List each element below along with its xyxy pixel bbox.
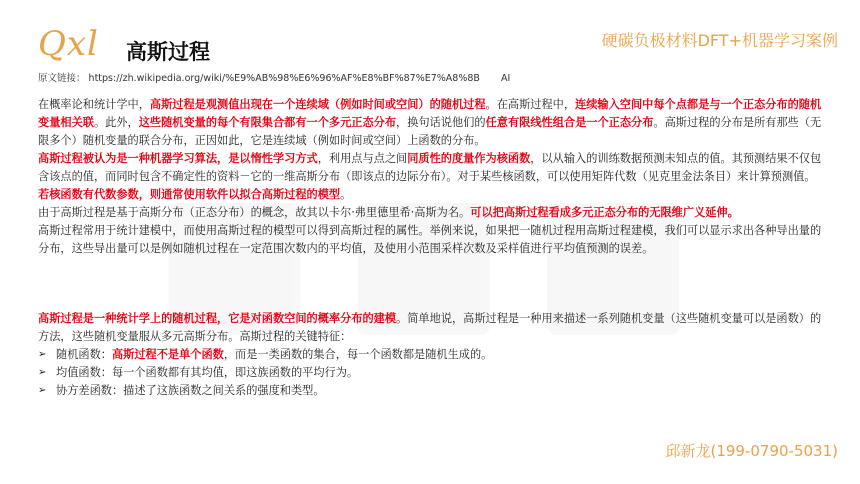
highlight-text: 若核函数有代数参数，则通常使用软件以拟合高斯过程的模型 bbox=[38, 188, 341, 201]
source-url-link[interactable]: https://zh.wikipedia.org/wiki/%E9%AB%98%E6%96%AF%E8%BF%87%E7%A8%8B bbox=[88, 73, 480, 84]
list-item bbox=[38, 364, 823, 382]
course-title: 硬碳负极材料DFT+机器学习案例 bbox=[601, 31, 838, 50]
arrow-bullet-icon: ➢ bbox=[38, 367, 47, 378]
highlight-text: 连续输入空间中每个点都是与一个正态分布的随机变量相关联 bbox=[38, 98, 822, 129]
body-text: 均值函数：每一个函数都有其均值，即这族函数的平均行为。 bbox=[56, 366, 359, 379]
arrow-bullet-icon: ➢ bbox=[38, 385, 47, 396]
body-text: 随机函数： bbox=[56, 348, 112, 361]
highlight-text: 高斯过程是一种统计学上的随机过程，它是对函数空间的概率分布的建模 bbox=[38, 312, 397, 325]
highlight-text: 任意有限线性组合是一个正态分布 bbox=[485, 116, 654, 129]
logo: Qxl bbox=[38, 24, 99, 64]
highlight-text: 高斯过程是观测值出现在一个连续域（例如时间或空间）的随机过程 bbox=[149, 98, 486, 111]
body-text: ，以从输入的训练数据预测未知点的值。其预测结果不仅包含该点的值，而同时包含不确定性的资料－它的一维高斯分布（即该点的边际分布）。对于某些核函数，可以使用矩阵代数（见克里金法条目）来计算预测值。 bbox=[38, 152, 822, 183]
highlight-text: 这些随机变量的每个有限集合都有一个多元正态分布 bbox=[138, 116, 397, 129]
arrow-bullet-icon: ➢ bbox=[38, 349, 47, 360]
paragraph bbox=[38, 150, 823, 204]
body-text: 高斯过程常用于统计建模中，而使用高斯过程的模型可以得到高斯过程的属性。举例来说，如果把一随机过程用高斯过程建模，我们可以显示求出各种导出量的分布，这些导出量可以是例如随机过程在一定范围次数内的平均值，及使用小范围采样次数及采样值进行平均值预测的误差。 bbox=[38, 224, 822, 255]
list-item bbox=[38, 382, 823, 400]
highlight-text: 高斯过程不是单个函数 bbox=[111, 348, 224, 361]
source-label: 原文链接： bbox=[38, 73, 86, 84]
body-text: ，而是一类函数的集合，每一个函数都是随机生成的。 bbox=[223, 348, 493, 361]
paragraph bbox=[38, 96, 823, 150]
body-text: 。在高斯过程中， bbox=[485, 98, 576, 111]
ai-label: AI bbox=[500, 73, 511, 84]
paragraph bbox=[38, 204, 823, 222]
source-link-line bbox=[38, 70, 510, 84]
feature-list bbox=[38, 346, 823, 400]
paragraph bbox=[38, 222, 823, 258]
body-text: 。高斯过程的分布是所有那些（无限多个）随机变量的联合分布，正因如此，它是连续域（例如时间或空间）上函数的分布。 bbox=[38, 116, 822, 147]
footer-contact: 邱新龙(199-0790-5031) bbox=[665, 442, 838, 460]
body-text: 在概率论和统计学中， bbox=[38, 98, 150, 111]
body-text: 。简单地说，高斯过程是一种用来描述一系列随机变量（这些随机变量可以是函数）的方法，这些随机变量服从多元高斯分布。高斯过程的关键特征： bbox=[38, 312, 822, 343]
highlight-text: 可以把高斯过程看成多元正态分布的无限维广义延伸。 bbox=[470, 206, 739, 219]
body-text: ，换句话说他们的 bbox=[396, 116, 486, 129]
body-text: 。 bbox=[340, 188, 352, 201]
highlight-text: 高斯过程被认为是一种机器学习算法，是以惰性学习方式 bbox=[38, 152, 318, 165]
list-item bbox=[38, 346, 823, 364]
highlight-text: 同质性的度量作为核函数 bbox=[407, 152, 531, 165]
page-title: 高斯过程 bbox=[126, 40, 210, 64]
body-text: 。此外， bbox=[93, 116, 139, 129]
body-text: ，利用点与点之间 bbox=[317, 152, 408, 165]
paragraph bbox=[38, 310, 823, 346]
body-text: 由于高斯过程是基于高斯分布（正态分布）的概念，故其以卡尔·弗里德里希·高斯为名。 bbox=[38, 206, 471, 219]
article-body bbox=[38, 96, 823, 400]
body-text: 协方差函数：描述了这族函数之间关系的强度和类型。 bbox=[56, 384, 325, 397]
spacer bbox=[38, 258, 823, 310]
